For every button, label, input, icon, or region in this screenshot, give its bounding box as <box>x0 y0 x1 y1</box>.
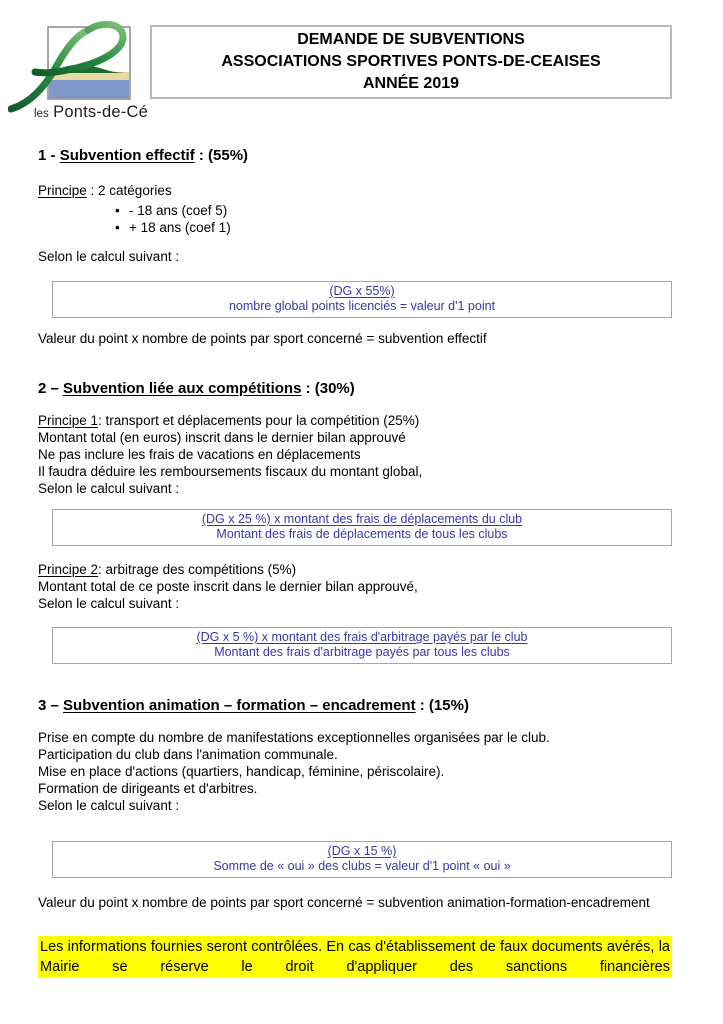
title-line-3: ANNÉE 2019 <box>362 75 460 92</box>
document-title-box <box>150 25 672 99</box>
section1-title: Subvention effectif <box>59 147 195 164</box>
section2-title: Subvention liée aux compétitions <box>63 380 302 397</box>
paragraph-line: Participation du club dans l'animation communale. <box>38 747 338 762</box>
section1-number: 1 - <box>38 147 60 164</box>
paragraph-line: Mise en place d'actions (quartiers, handicap, féminine, périscolaire). <box>38 764 445 779</box>
paragraph-line: Selon le calcul suivant : <box>38 481 180 496</box>
list-item <box>38 219 672 236</box>
paragraph-line: Prise en compte du nombre de manifestations exceptionnelles organisées par le club. <box>38 730 550 745</box>
section2-heading <box>38 380 672 398</box>
principe-rest: : 2 catégories <box>86 183 172 198</box>
section2-principe1-paragraph <box>38 412 672 497</box>
section2-percent: : (30%) <box>301 380 355 397</box>
section3-percent: : (15%) <box>415 697 469 714</box>
principe1-line <box>38 412 672 429</box>
section3-number: 3 – <box>38 697 64 714</box>
formula-box-arbitrage <box>52 627 672 664</box>
principe-label: Principe <box>38 183 87 198</box>
principe1-label: Principe 1 <box>38 413 99 428</box>
bullet-text: + 18 ans (coef 1) <box>129 220 231 235</box>
section1-principe <box>38 182 672 199</box>
formula-denominator: Somme de « oui » des clubs = valeur d'1 point « oui » <box>213 859 511 873</box>
formula-numerator: (DG x 5 %) x montant des frais d'arbitrage payés par le club <box>196 630 528 644</box>
bullet-text: - 18 ans (coef 5) <box>129 203 228 218</box>
formula-box-deplacements <box>52 509 672 546</box>
logo-caption-ponts-de-ce: Ponts-de-Cé <box>53 103 148 121</box>
section1-bullet-list <box>38 202 672 236</box>
document-body <box>38 147 672 978</box>
paragraph-line: Ne pas inclure les frais de vacations en déplacements <box>38 447 361 462</box>
paragraph-line: Montant total de ce poste inscrit dans le dernier bilan approuvé, <box>38 579 418 594</box>
formula-numerator: (DG x 25 %) x montant des frais de déplacements du club <box>201 512 523 526</box>
logo-caption-les: les <box>34 108 49 120</box>
principe2-rest: : arbitrage des compétitions (5%) <box>98 562 297 577</box>
title-line-1: DEMANDE DE SUBVENTIONS <box>297 31 525 48</box>
paragraph-line: Formation de dirigeants et d'arbitres. <box>38 781 258 796</box>
warning-highlighted-text: Les informations fournies seront contrôlées. En cas d'établissement de faux documents avérés, la Mairie se réserve le droit d'appliquer des sanctions financières <box>38 936 672 978</box>
section1-heading <box>38 147 672 165</box>
principe1-rest: : transport et déplacements pour la compétition (25%) <box>98 413 420 428</box>
section3-result: Valeur du point x nombre de points par sport concerné = subvention animation-formation-encadrement <box>38 895 650 910</box>
logo-caption <box>34 103 184 122</box>
formula-box-animation <box>52 841 672 878</box>
formula-denominator: Montant des frais d'arbitrage payés par tous les clubs <box>214 645 510 659</box>
section3-heading <box>38 697 672 715</box>
section1-percent: : (55%) <box>194 147 249 164</box>
bullet-icon: • <box>115 220 120 235</box>
principe2-label: Principe 2 <box>38 562 99 577</box>
paragraph-line: Montant total (en euros) inscrit dans le dernier bilan approuvé <box>38 430 406 445</box>
bullet-icon: • <box>115 203 120 218</box>
section1-calc-intro: Selon le calcul suivant : <box>38 249 180 264</box>
title-line-2: ASSOCIATIONS SPORTIVES PONTS-DE-CEAISES <box>221 53 601 70</box>
section3-title: Subvention animation – formation – encadrement <box>63 697 416 714</box>
formula-numerator: (DG x 15 %) <box>327 844 397 858</box>
section3-paragraph <box>38 729 672 814</box>
paragraph-line: Il faudra déduire les remboursements fiscaux du montant global, <box>38 464 423 479</box>
formula-box-effectif <box>52 281 672 318</box>
formula-denominator: Montant des frais de déplacements de tous les clubs <box>216 527 508 541</box>
section2-principe2-paragraph <box>38 561 672 612</box>
list-item <box>38 202 672 219</box>
section2-number: 2 – <box>38 380 64 397</box>
formula-denominator: nombre global points licenciés = valeur d'1 point <box>228 299 496 313</box>
paragraph-line: Selon le calcul suivant : <box>38 596 180 611</box>
formula-numerator: (DG x 55%) <box>329 284 395 298</box>
principe2-line <box>38 561 672 578</box>
paragraph-line: Selon le calcul suivant : <box>38 798 180 813</box>
section1-result: Valeur du point x nombre de points par sport concerné = subvention effectif <box>38 331 487 346</box>
